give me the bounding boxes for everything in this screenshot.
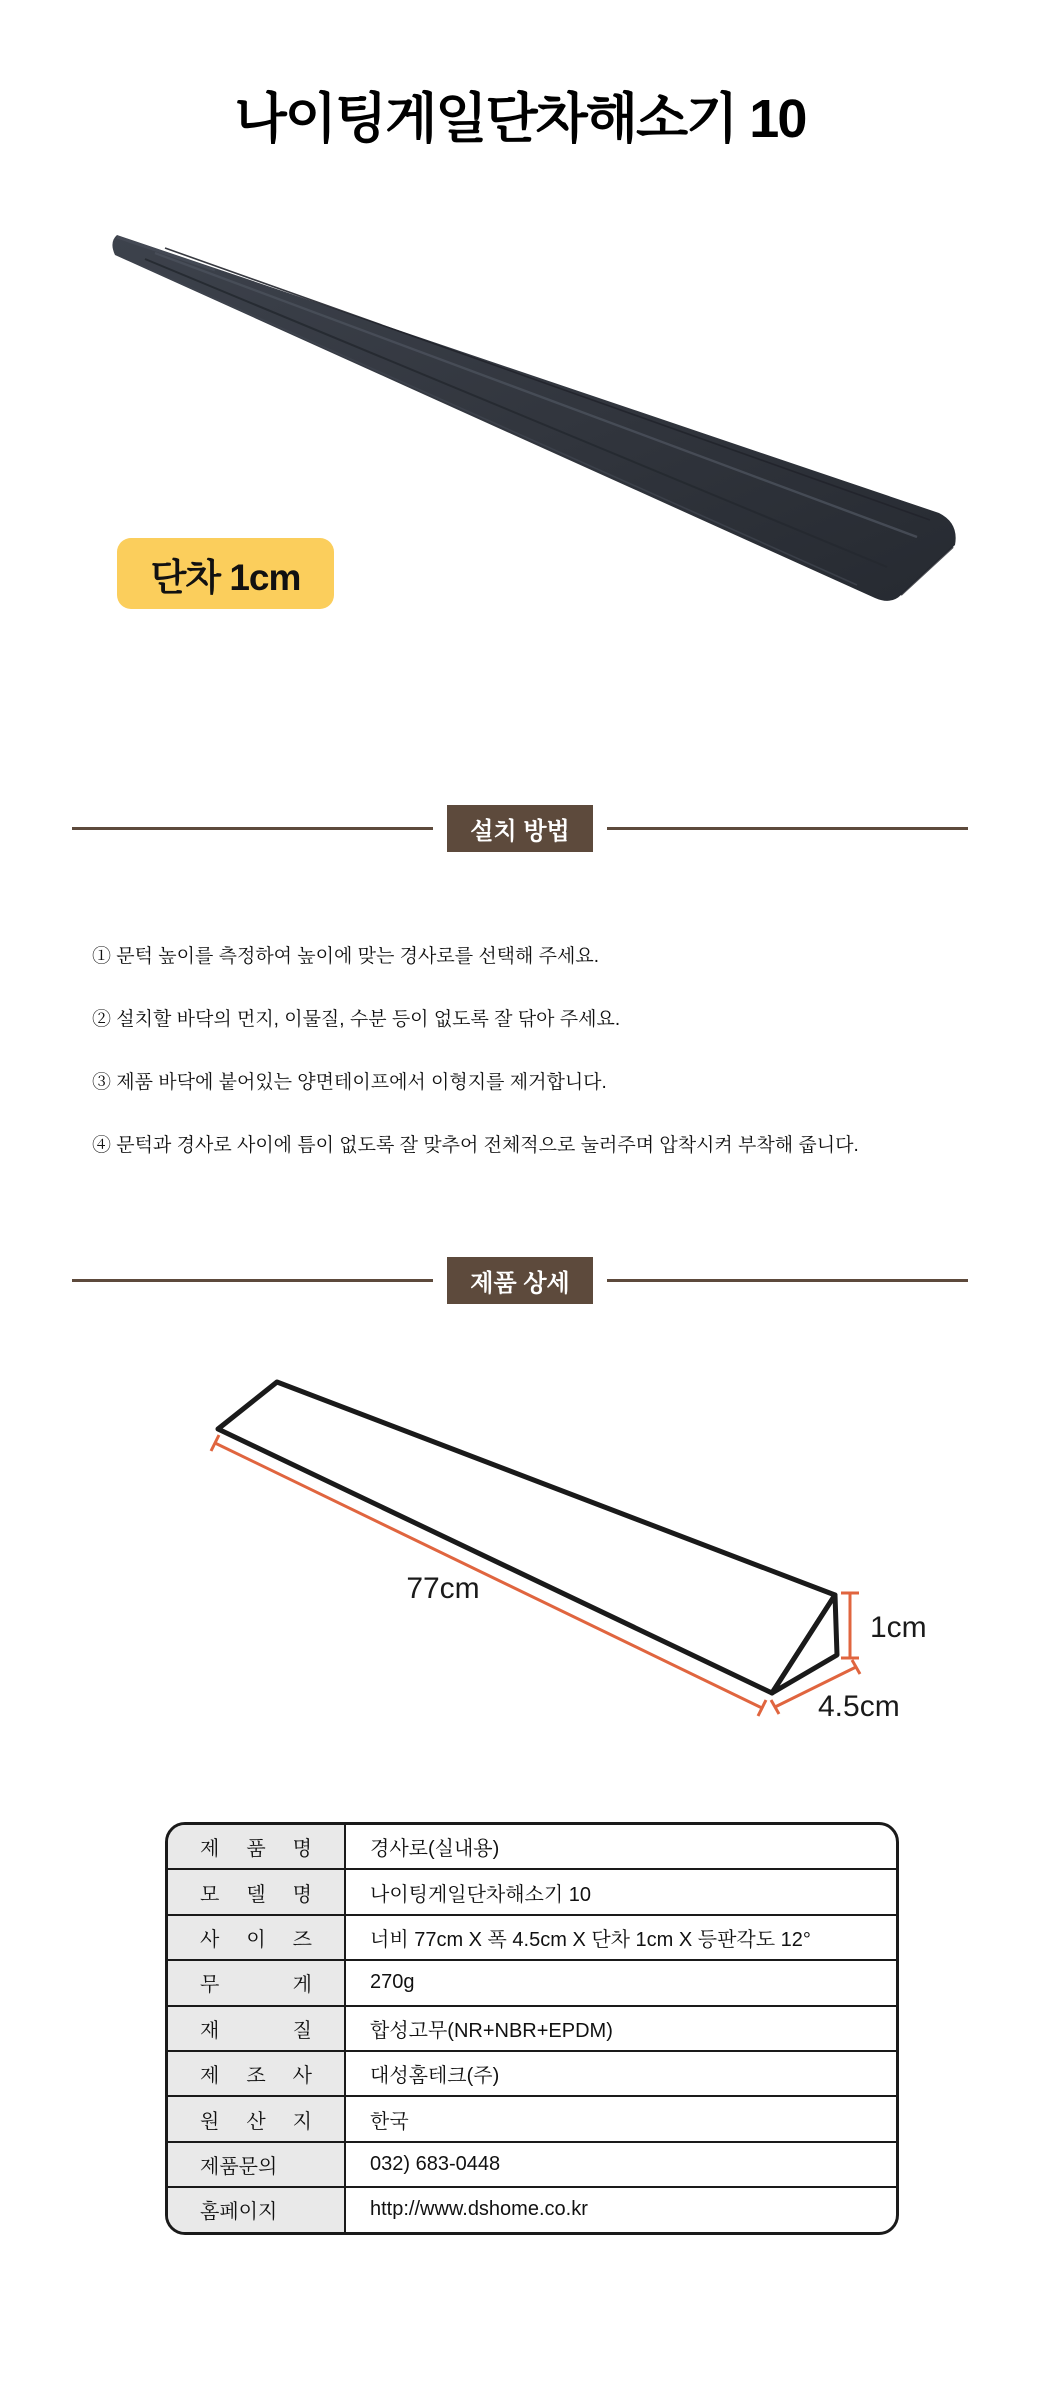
dimension-diagram xyxy=(170,1355,960,1745)
depth-dimension-label: 4.5cm xyxy=(818,1690,900,1723)
spec-value: 경사로(실내용) xyxy=(370,1838,500,1861)
divider-line-left xyxy=(72,827,433,830)
section-divider-detail xyxy=(72,1257,968,1304)
spec-value: 대성홈테크(주) xyxy=(370,2065,500,2088)
height-dimension-label: 1cm xyxy=(870,1611,927,1644)
divider-line-right xyxy=(607,827,968,830)
spec-label-text: 제 품 명 xyxy=(200,1838,312,1861)
table-row xyxy=(168,1825,896,1870)
table-row xyxy=(168,2052,896,2097)
divider-line-right xyxy=(607,1279,968,1282)
spec-label-text: 모 델 명 xyxy=(200,1883,312,1906)
spec-label xyxy=(168,1870,346,1913)
length-dimension-label: 77cm xyxy=(406,1572,480,1605)
spec-label xyxy=(168,2052,346,2095)
spec-value: 270g xyxy=(370,1971,415,1994)
spec-value: 나이팅게일단차해소기 10 xyxy=(370,1883,592,1906)
step-item-2: ② 설치할 바닥의 먼지, 이물질, 수분 등이 없도록 잘 닦아 주세요. xyxy=(92,1009,621,1030)
table-row xyxy=(168,2188,896,2231)
table-row xyxy=(168,2143,896,2188)
height-dimension-line xyxy=(841,1593,859,1658)
table-row xyxy=(168,2007,896,2052)
spec-label-text: 제품문의 xyxy=(200,2155,278,2178)
spec-label-text: 원 산 지 xyxy=(200,2110,312,2133)
step-item-3: ③ 제품 바닥에 붙어있는 양면테이프에서 이형지를 제거합니다. xyxy=(92,1072,607,1093)
spec-label-text: 제 조 사 xyxy=(200,2065,312,2088)
table-row xyxy=(168,1916,896,1961)
step-height-badge: 단차 1cm xyxy=(117,538,334,609)
spec-label-text: 사 이 즈 xyxy=(200,1928,312,1951)
section-divider-install xyxy=(72,805,968,852)
section-title-detail: 제품 상세 xyxy=(447,1257,593,1304)
spec-value: 한국 xyxy=(370,2110,409,2133)
divider-line-left xyxy=(72,1279,433,1282)
spec-label xyxy=(168,1916,346,1959)
page-title: 나이팅게일단차해소기 10 xyxy=(234,89,806,149)
table-row xyxy=(168,1870,896,1915)
spec-label xyxy=(168,1961,346,2004)
section-title-install: 설치 방법 xyxy=(447,805,593,852)
spec-label xyxy=(168,2007,346,2050)
spec-value: 032) 683-0448 xyxy=(370,2152,501,2175)
spec-label xyxy=(168,2097,346,2140)
spec-label xyxy=(168,1825,346,1868)
spec-label-text: 재 질 xyxy=(200,2019,312,2042)
spec-label-text: 홈페이지 xyxy=(200,2201,278,2224)
spec-value: 너비 77cm X 폭 4.5cm X 단차 1cm X 등판각도 12° xyxy=(370,1928,811,1951)
step-item-1: ① 문턱 높이를 측정하여 높이에 맞는 경사로를 선택해 주세요. xyxy=(92,946,600,967)
spec-label-text: 무 게 xyxy=(200,1974,312,1997)
table-row xyxy=(168,1961,896,2006)
spec-value: 합성고무(NR+NBR+EPDM) xyxy=(370,2019,613,2042)
table-row xyxy=(168,2097,896,2142)
install-steps xyxy=(92,942,992,1194)
spec-table xyxy=(165,1822,899,2235)
step-item-4: ④ 문턱과 경사로 사이에 틈이 없도록 잘 맞추어 전체적으로 눌러주며 압착시켜 부착해 줍니다. xyxy=(92,1135,859,1156)
spec-label xyxy=(168,2143,346,2186)
wireframe-top-face xyxy=(218,1382,835,1693)
spec-value: http://www.dshome.co.kr xyxy=(370,2198,588,2221)
spec-label xyxy=(168,2188,346,2231)
